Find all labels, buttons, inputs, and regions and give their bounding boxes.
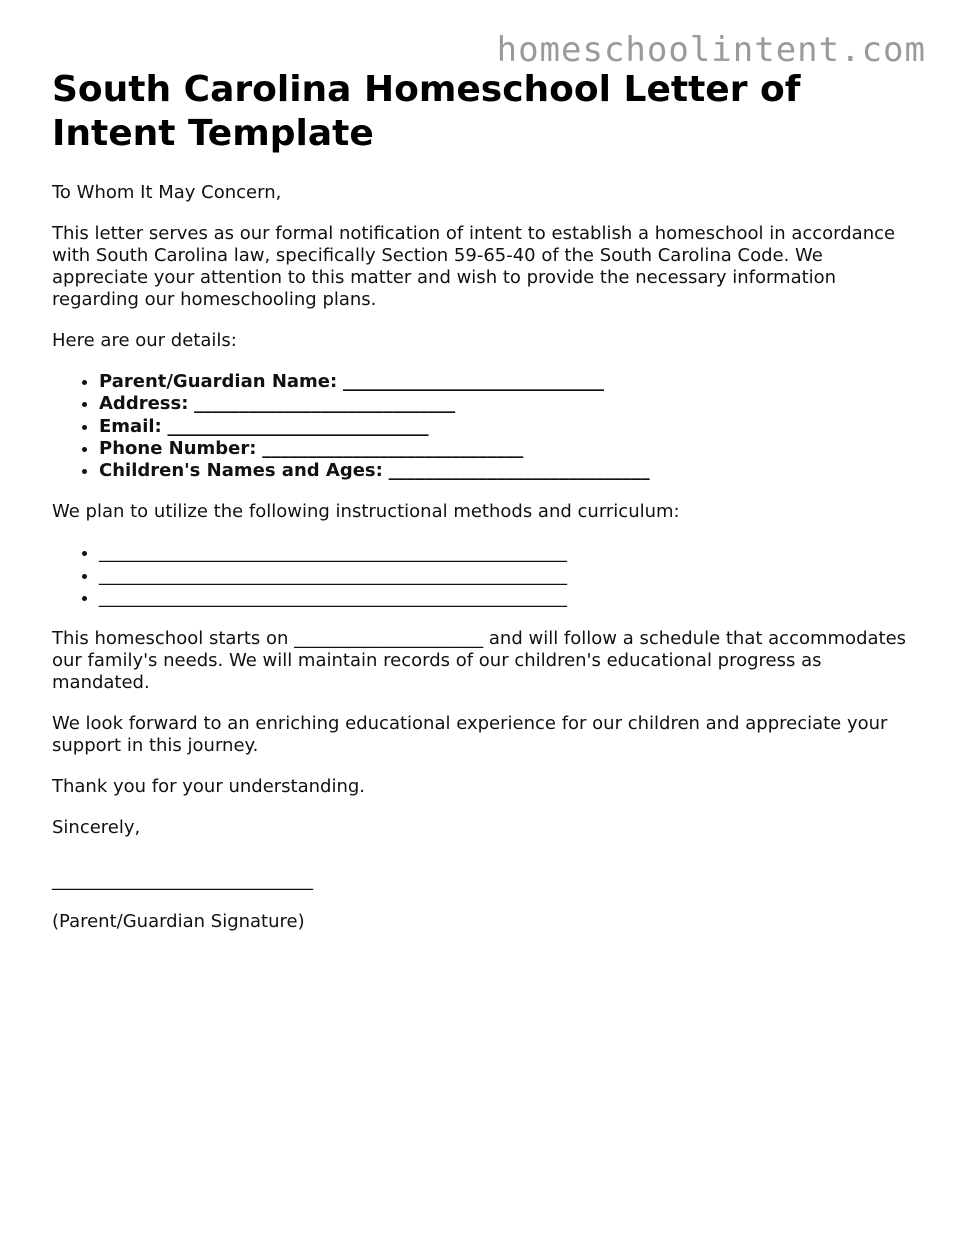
letter-document: [52, 68, 912, 952]
forward-paragraph: We look forward to an enriching educational experience for our children and appreciate your support in this journey.: [52, 713, 888, 757]
signature-line: _____________________________: [52, 870, 313, 892]
email-blank: _____________________________: [167, 415, 429, 437]
phone-blank: _____________________________: [262, 437, 524, 459]
start-text-after: and will follow a schedule that accommodates our family's needs. We will maintain records of our children's educational progress as mandated.: [52, 628, 907, 694]
method-blank: ____________________________________________________: [99, 587, 567, 609]
start-text-before: This homeschool starts on: [52, 628, 289, 650]
children-blank: _____________________________: [388, 460, 650, 482]
parent-name-label: Parent/Guardian Name:: [99, 371, 338, 392]
details-heading: Here are our details:: [52, 330, 237, 351]
details-list: [52, 371, 912, 482]
children-label: Children's Names and Ages:: [99, 460, 383, 482]
list-item: [99, 416, 912, 438]
parent-name-blank: _____________________________: [342, 371, 604, 392]
address-label: Address:: [99, 393, 189, 415]
method-blank: ____________________________________________________: [99, 542, 567, 564]
greeting: To Whom It May Concern,: [52, 182, 282, 203]
address-blank: _____________________________: [194, 393, 456, 415]
list-item: [99, 460, 912, 482]
phone-label: Phone Number:: [99, 437, 257, 459]
list-item: [99, 371, 912, 393]
closing: Sincerely,: [52, 817, 141, 839]
methods-list: [52, 542, 912, 609]
list-item: [99, 393, 912, 415]
start-date-blank: _____________________: [294, 628, 484, 650]
method-blank: ____________________________________________________: [99, 564, 567, 586]
thanks-paragraph: Thank you for your understanding.: [52, 776, 366, 798]
list-item: [99, 587, 912, 609]
page-title: South Carolina Homeschool Letter of Intent Template: [52, 69, 801, 154]
methods-heading: We plan to utilize the following instructional methods and curriculum:: [52, 501, 680, 523]
list-item: [99, 542, 912, 564]
list-item: [99, 565, 912, 587]
start-paragraph: [52, 628, 912, 694]
signature-caption: (Parent/Guardian Signature): [52, 911, 305, 933]
watermark: homeschoolintent.com: [496, 30, 926, 70]
intro-paragraph: This letter serves as our formal notification of intent to establish a homeschool in accordance with South Carolina law, specifically Section 59-65-40 of the South Carolina Code. We appreciate your attention to this matter and wish to provide the necessary information regarding our homeschooling plans.: [52, 223, 896, 310]
email-label: Email:: [99, 415, 162, 437]
list-item: [99, 438, 912, 460]
